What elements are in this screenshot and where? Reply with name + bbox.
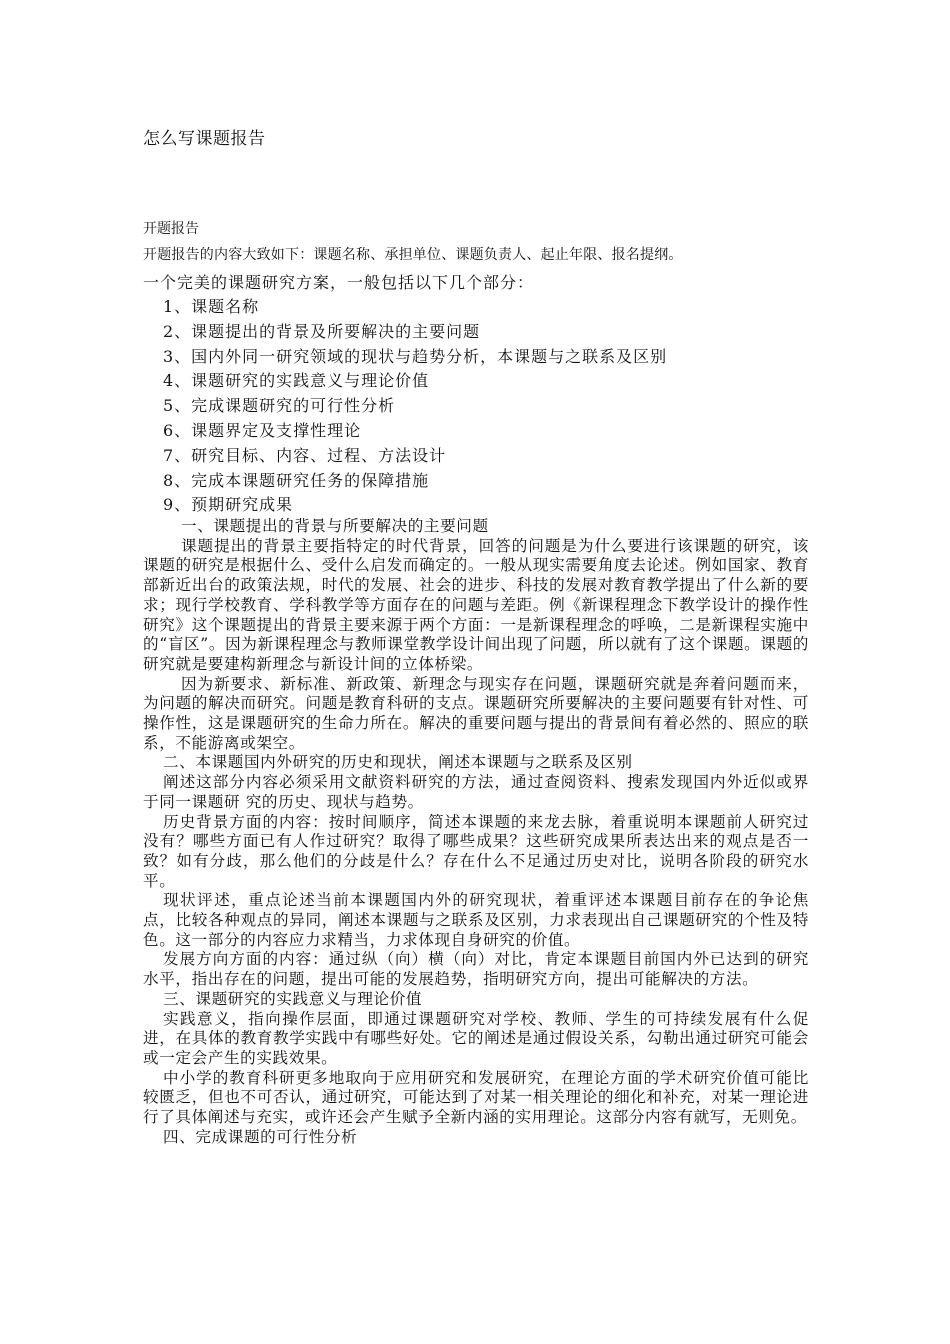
section-heading-4: 四、完成课题的可行性分析	[163, 1127, 358, 1146]
outline-item: 1、课题名称	[163, 297, 260, 316]
outline-item: 2、课题提出的背景及所要解决的主要问题	[163, 321, 481, 341]
body-paragraph: 发展方向方面的内容：通过纵（向）横（向）对比，肯定本课题目前国内外已达到的研究水平，指出存在的问题，提出可能的发展趋势，指明研究方向，提出可能解决的方法。	[143, 950, 809, 989]
body-paragraph: 实践意义，指向操作层面，即通过课题研究对学校、教师、学生的可持续发展有什么促进，在具体的教育教学实践中有哪些好处。它的阐述是通过假设关系，勾勒出通过研究可能会或一定会产生的实践效果。	[143, 1009, 809, 1067]
intro-line: 开题报告的内容大致如下：课题名称、承担单位、课题负责人、起止年限、报名提纲。	[143, 247, 683, 263]
section-heading-3: 三、课题研究的实践意义与理论价值	[163, 989, 423, 1008]
outline-item: 8、完成本课题研究任务的保障措施	[163, 470, 430, 490]
body-paragraph: 阐述这部分内容必须采用文献资料研究的方法，通过查阅资料、搜索发现国内外近似或界于同一课题研 究的历史、现状与趋势。	[143, 773, 809, 811]
outline-item: 3、国内外同一研究领域的现状与趋势分析，本课题与之联系及区别	[163, 346, 668, 366]
body-paragraph: 因为新要求、新标准、新政策、新理念与现实存在问题，课题研究就是奔着问题而来，为问题的解决而研究。问题是教育科研的支点。课题研究所要解决的主要问题要有针对性、可操作性，这是课题研究的生命力所在。解决的重要问题与提出的背景间有着必然的、照应的联系，不能游离或架空。	[143, 674, 809, 752]
document-body	[143, 517, 809, 1148]
body-paragraph: 现状评述，重点论述当前本课题国内外的研究现状，着重评述本课题目前存在的争论焦点，比较各种观点的异同，阐述本课题与之联系及区别，力求表现出自己课题研究的个性及特色。这一部分的内容应力求精当，力求体现自身研究的价值。	[143, 891, 809, 949]
section-label: 开题报告	[143, 221, 199, 237]
outline-list	[163, 295, 667, 518]
outline-item: 6、课题界定及支撑性理论	[163, 420, 362, 440]
body-paragraph: 历史背景方面的内容：按时间顺序，简述本课题的来龙去脉，着重说明本课题前人研究过没有？哪些方面已有人作过研究？取得了哪些成果？这些研究成果所表达出来的观点是否一致？如有分歧，那么他们的分歧是什么？存在什么不足通过历史对比，说明各阶段的研究水平。	[143, 812, 809, 890]
body-paragraph: 课题提出的背景主要指特定的时代背景，回答的问题是为什么要进行该课题的研究，该课题的研究是根据什么、受什么启发而确定的。一般从现实需要角度去论述。例如国家、教育部新近出台的政策法规，时代的发展、社会的进步、科技的发展对教育教学提出了什么新的要求；现行学校教育、学科教学等方面存在的问题与差距。例《新课程理念下教学设计的操作性研究》这个课题提出的背景主要来源于两个方面：一是新课程理念的呼唤，二是新课程实施中的“盲区”。因为新课程理念与教师课堂教学设计间出现了问题，所以就有了这个课题。课题的研究就是要建构新理念与新设计间的立体桥梁。	[143, 536, 809, 673]
outline-item: 9、预期研究成果	[163, 495, 294, 515]
lead-line: 一个完美的课题研究方案，一般包括以下几个部分：	[143, 273, 535, 292]
outline-item: 7、研究目标、内容、过程、方法设计	[163, 445, 447, 465]
document-title: 怎么写课题报告	[143, 129, 266, 149]
section-heading-2: 二、本课题国内外研究的历史和现状，阐述本课题与之联系及区别	[163, 753, 633, 772]
outline-item: 4、课题研究的实践意义与理论价值	[163, 371, 430, 391]
outline-item: 5、完成课题研究的可行性分析	[163, 396, 396, 416]
body-paragraph: 中小学的教育科研更多地取向于应用研究和发展研究，在理论方面的学术研究价值可能比较匮乏，但也不可否认，通过研究，可能达到了对某一相关理论的细化和补充，对某一理论进行了具体阐述与充实，或许还会产生赋予全新内涵的实用理论。这部分内容有就写，无则免。	[143, 1068, 809, 1127]
section-heading-1: 一、课题提出的背景与所要解决的主要问题	[181, 517, 489, 535]
